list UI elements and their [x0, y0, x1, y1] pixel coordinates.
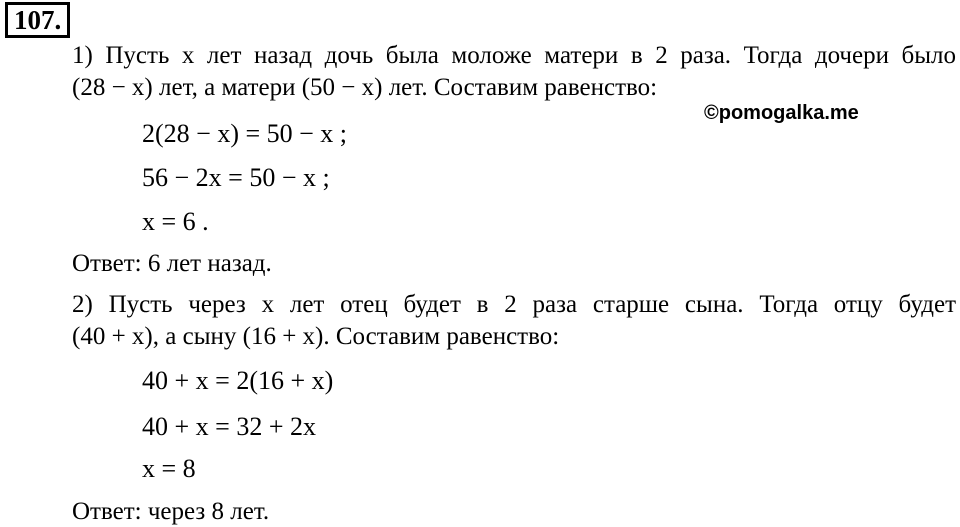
part1-equation-3: x = 6 . [142, 207, 209, 236]
part1-text-line1: 1) Пусть x лет назад дочь была моложе матери в 2 раза. Тогда дочери было [72, 42, 956, 69]
part1-equation-1: 2(28 − x) = 50 − x ; [142, 119, 348, 148]
part2-equation-1: 40 + x = 2(16 + x) [142, 366, 334, 395]
watermark: ©pomogalka.me [704, 102, 859, 124]
part1-equation-2: 56 − 2x = 50 − x ; [142, 163, 330, 192]
part2-equation-2: 40 + x = 32 + 2x [142, 412, 316, 441]
part2-text-line1: 2) Пусть через x лет отец будет в 2 раза старше сына. Тогда отцу будет [72, 291, 956, 318]
part2-equation-3: x = 8 [142, 454, 196, 483]
problem-number: 107. [5, 2, 70, 38]
part1-answer: Ответ: 6 лет назад. [72, 250, 272, 277]
part2-answer: Ответ: через 8 лет. [72, 498, 270, 525]
part1-text-line2: (28 − x) лет, а матери (50 − x) лет. Составим равенство: [72, 74, 658, 101]
part2-text-line2: (40 + x), а сыну (16 + x). Составим равенство: [72, 323, 560, 350]
